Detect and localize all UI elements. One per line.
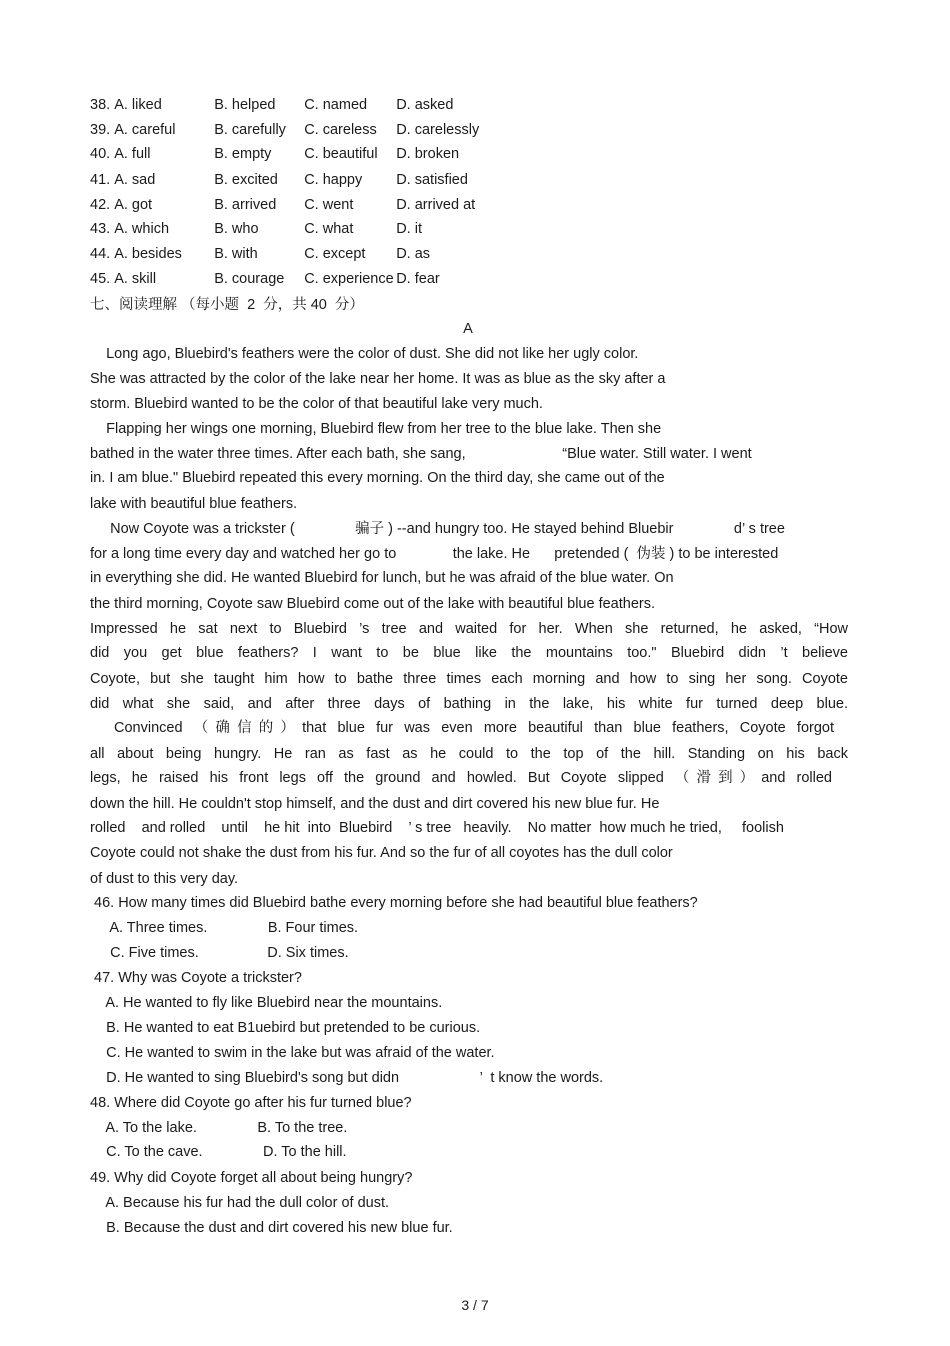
- passage-label: A: [463, 321, 473, 337]
- passage-line: all about being hungry. He ran as fast as he could to the top of the hill. Standing on his back: [90, 746, 848, 762]
- passage-line: in. I am blue." Bluebird repeated this every morning. On the third day, she came out of the: [90, 470, 665, 486]
- option-row-44: 44. A. besides B. with C. except D. as: [90, 246, 431, 262]
- passage-line: Impressed he sat next to Bluebird ’s tree and waited for her. When she returned, he asked, “How: [90, 621, 848, 637]
- passage-line: of dust to this very day.: [90, 871, 239, 887]
- passage-line: storm. Bluebird wanted to be the color of that beautiful lake very much.: [90, 396, 543, 412]
- passage-line: Coyote, but she taught him how to bathe three times each morning and how to sing her song. Coyote: [90, 671, 848, 687]
- passage-line: Coyote could not shake the dust from his fur. And so the fur of all coyotes has the dull color: [90, 845, 673, 861]
- option-row-40: 40. A. full B. empty C. beautiful D. broken: [90, 146, 460, 162]
- question-46-options-cd: C. Five times. D. Six times.: [90, 945, 349, 961]
- question-48-options-cd: C. To the cave. D. To the hill.: [90, 1144, 347, 1160]
- passage-line: Flapping her wings one morning, Bluebird flew from her tree to the blue lake. Then she: [90, 421, 662, 437]
- option-row-42: 42. A. got B. arrived C. went D. arrived at: [90, 197, 476, 213]
- passage-line: down the hill. He couldn't stop himself, and the dust and dirt covered his new blue fur. He: [90, 796, 660, 812]
- passage-line: Convinced （确信的）that blue fur was even more beautiful than blue feathers, Coyote forgot: [114, 720, 834, 736]
- passage-line: lake with beautiful blue feathers.: [90, 496, 298, 512]
- question-49-option-a: A. Because his fur had the dull color of dust.: [90, 1195, 390, 1211]
- option-row-38: 38. A. liked B. helped C. named D. asked: [90, 97, 454, 113]
- question-46-options-ab: A. Three times. B. Four times.: [90, 920, 359, 936]
- passage-line: Now Coyote was a trickster ( 骗子 ) --and hungry too. He stayed behind Bluebir d’ s tree: [90, 521, 785, 537]
- question-46: 46. How many times did Bluebird bathe every morning before she had beautiful blue feathers?: [90, 895, 698, 911]
- question-47-option-c: C. He wanted to swim in the lake but was afraid of the water.: [90, 1045, 495, 1061]
- option-row-43: 43. A. which B. who C. what D. it: [90, 221, 422, 237]
- option-row-45: 45. A. skill B. courage C. experience D. fear: [90, 271, 440, 287]
- passage-line: Long ago, Bluebird's feathers were the color of dust. She did not like her ugly color.: [90, 346, 639, 362]
- section-heading: 七、阅读理解 （每小题 2 分，共 40 分）: [90, 297, 364, 313]
- passage-line: rolled and rolled until he hit into Bluebird ’ s tree heavily. No matter how much he tried, foolish: [90, 820, 784, 836]
- question-47: 47. Why was Coyote a trickster?: [90, 970, 302, 986]
- option-row-41: 41. A. sad B. excited C. happy D. satisfied: [90, 172, 468, 188]
- passage-line: did what she said, and after three days of bathing in the lake, his white fur turned deep blue.: [90, 696, 848, 712]
- question-49: 49. Why did Coyote forget all about being hungry?: [90, 1170, 413, 1186]
- question-47-option-a: A. He wanted to fly like Bluebird near the mountains.: [90, 995, 443, 1011]
- passage-line: She was attracted by the color of the lake near her home. It was as blue as the sky after a: [90, 371, 666, 387]
- question-47-option-b: B. He wanted to eat B1uebird but pretended to be curious.: [90, 1020, 481, 1036]
- question-47-option-d: D. He wanted to sing Bluebird's song but didn ’ t know the words.: [90, 1070, 604, 1086]
- passage-line: the third morning, Coyote saw Bluebird come out of the lake with beautiful blue feathers.: [90, 596, 656, 612]
- passage-line: in everything she did. He wanted Bluebird for lunch, but he was afraid of the blue water. On: [90, 570, 674, 586]
- page-number: 3 / 7: [461, 1297, 489, 1313]
- passage-line: bathed in the water three times. After each bath, she sang, “Blue water. Still water. I went: [90, 446, 752, 462]
- question-48-options-ab: A. To the lake. B. To the tree.: [90, 1120, 348, 1136]
- option-row-39: 39. A. careful B. carefully C. careless D. carelessly: [90, 122, 480, 138]
- passage-line: legs, he raised his front legs off the ground and howled. But Coyote slipped （滑到）and rolled: [90, 770, 832, 786]
- passage-line: for a long time every day and watched her go to the lake. He pretended ( 伪装 ) to be interested: [90, 546, 779, 562]
- question-48: 48. Where did Coyote go after his fur turned blue?: [90, 1095, 412, 1111]
- passage-line: did you get blue feathers? I want to be blue like the mountains too." Bluebird didn ’t believe: [90, 645, 848, 661]
- question-49-option-b: B. Because the dust and dirt covered his new blue fur.: [90, 1220, 453, 1236]
